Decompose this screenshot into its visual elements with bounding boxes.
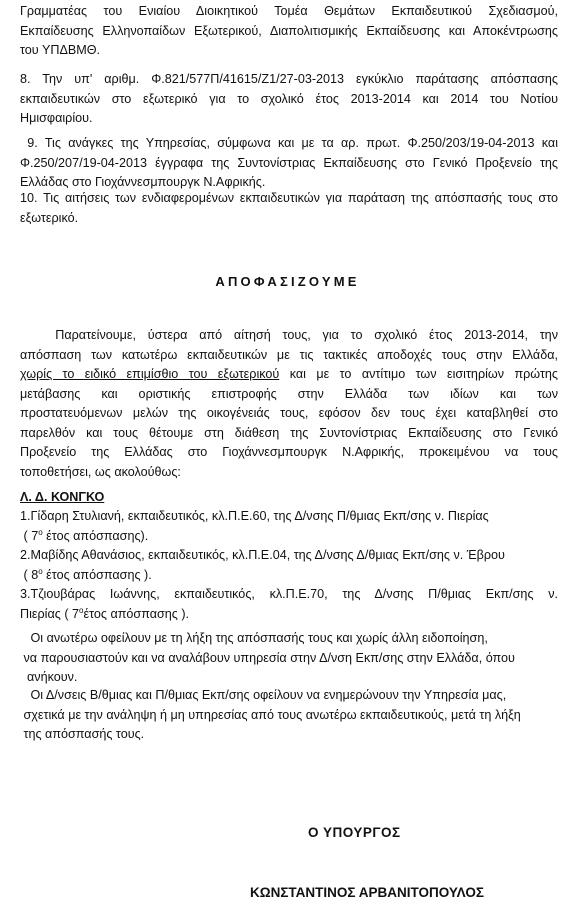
teacher-3-year-close: έτος απόσπασης ). (83, 606, 190, 621)
item-10-line-2: εξωτερικό. (20, 210, 79, 225)
item-10-line-1: 10. Τις αιτήσεις των ενδιαφερομένων εκπαιδευτικών για παράταση της απόσπασής τους στο (20, 191, 558, 205)
intro-paragraph (20, 2, 558, 61)
teacher-3-line: 3.Τζιουβάρας Ιωάννης, εκπαιδευτικός, κλ.Π.Ε.70, της Δ/νσης Π/θμιας Εκπ/σης ν. (20, 587, 558, 601)
list-item (20, 546, 558, 585)
teacher-2-year-open: ( 8 (20, 567, 39, 582)
obligation-2-line-2: σχετικά με την ανάληψη ή μη υπηρεσίας από τους ανωτέρω εκπαιδευτικούς, μετά τη λήξη (20, 707, 521, 722)
teacher-3-year-sup: ο (79, 605, 84, 615)
obligation-2-line-3: της απόσπασής τους. (20, 727, 145, 741)
obligation-1-line-1: Οι ανωτέρω οφείλουν με τη λήξη της απόσπασής τους και χωρίς άλλη ειδοποίηση, (20, 631, 488, 645)
item-9-paragraph (20, 134, 558, 193)
teacher-1-year (20, 527, 558, 547)
list-item (20, 585, 558, 624)
teacher-3-year (20, 605, 558, 625)
decision-line-6: παρελθόν και τους θέτουμε στη διάθεση της Συντονίστριας Εκπαίδευσης στο Γενικό (20, 425, 558, 440)
intro-line-1: Γραμματέας του Ενιαίου Διοικητικού Τομέα Θεμάτων Εκπαιδευτικού Σχεδιασμού, (20, 4, 558, 18)
teacher-2-year (20, 566, 558, 586)
decision-heading: ΑΠΟΦΑΣΙΖΟΥΜΕ (215, 274, 360, 289)
school-heading: Λ. Δ. ΚΟΝΓΚΟ (20, 490, 105, 504)
obligation-1-paragraph (20, 629, 558, 688)
decision-line-3-rest: και με το αντίτιμο των εισιτηρίων πρώτης (279, 367, 558, 381)
decision-line-8: τοποθετήσει, ως ακολούθως: (20, 464, 181, 479)
obligation-1-line-3: ανήκουν. (20, 670, 78, 684)
decision-line-5: προστατευόμενων μελών της οικογένειάς τους, εφόσον δεν τους έχει καταβληθεί στο (20, 406, 558, 420)
intro-line-3: του ΥΠΔΒΜΘ. (20, 43, 101, 57)
decision-line-1: Παρατείνουμε, ύστερα από αίτησή τους, για το σχολικό έτος 2013-2014, την (20, 328, 558, 342)
obligation-2-line-1: Οι Δ/νσεις Β/θμιας και Π/θμιας Εκπ/σης οφείλουν να ενημερώνουν την Υπηρεσία μας, (20, 688, 507, 702)
item-8-line-3: Ημισφαιρίου. (20, 111, 93, 125)
teacher-2-year-sup: ο (38, 566, 43, 576)
item-8-paragraph (20, 70, 558, 129)
list-item (20, 507, 558, 546)
teacher-3-year-open: Πιερίας ( 7 (20, 606, 80, 621)
item-9-line-3: Ελλάδας στο Γιοχάννεσμπουργκ Ν.Αφρικής. (20, 175, 266, 189)
teacher-1-line: 1.Γίδαρη Στυλιανή, εκπαιδευτικός, κλ.Π.Ε.60, της Δ/νσης Π/θμιας Εκπ/σης ν. Πιερίας (20, 509, 489, 523)
item-8-line-2: εκπαιδευτικών στο εξωτερικό για το σχολικό έτος 2013-2014 και 2014 του Νοτίου (20, 91, 558, 106)
teacher-1-year-close: έτος απόσπασης). (42, 528, 149, 543)
signature-name: ΚΩΝΣΤΑΝΤΙΝΟΣ ΑΡΒΑΝΙΤΟΠΟΥΛΟΣ (250, 885, 484, 900)
teacher-1-year-sup: ο (38, 527, 43, 537)
teacher-2-line: 2.Μαβίδης Αθανάσιος, εκπαιδευτικός, κλ.Π.Ε.04, της Δ/νσης Δ/θμιας Εκπ/σης ν. Έβρου (20, 548, 505, 562)
no-allowance-clause: χωρίς το ειδικό επιμίσθιο του εξωτερικού (20, 367, 280, 381)
intro-line-2: Εκπαίδευσης Ελληνοπαίδων Εξωτερικού, Διαπολιτισμικής Εκπαίδευσης και Αποκέντρωσης (20, 23, 558, 38)
decision-line-4: μετάβασης και οριστικής επιστροφής στην Ελλάδα των ιδίων και των (20, 386, 558, 401)
decision-paragraph (20, 326, 558, 482)
teacher-1-year-open: ( 7 (20, 528, 39, 543)
signature-title: Ο ΥΠΟΥΡΓΟΣ (308, 825, 401, 840)
teacher-2-year-close: έτος απόσπασης ). (42, 567, 152, 582)
item-9-line-2: Φ.250/207/19-04-2013 έγγραφα της Συντονίστριας Εκπαίδευσης στο Γενικό Προξενείο της (20, 155, 558, 170)
obligation-2-paragraph (20, 686, 558, 745)
item-9-line-1: 9. Τις ανάγκες της Υπηρεσίας, σύμφωνα και με τα αρ. πρωτ. Φ.250/203/19-04-2013 και (20, 136, 558, 150)
item-10-paragraph (20, 189, 558, 228)
item-8-line-1: 8. Την υπ' αριθμ. Φ.821/577Π/41615/Ζ1/27-03-2013 εγκύκλιο παράτασης απόσπασης (20, 72, 558, 86)
obligation-1-line-2: να παρουσιαστούν και να αναλάβουν υπηρεσία στην Δ/νση Εκπ/σης στην Ελλάδα, όπου (20, 650, 515, 665)
decision-line-3 (20, 365, 558, 385)
decision-line-2: απόσπαση των κατωτέρω εκπαιδευτικών με τις τακτικές αποδοχές τους στην Ελλάδα, (20, 347, 558, 362)
decision-line-7: Προξενείο της Ελλάδας στο Γιοχάννεσμπουργκ Ν.Αφρικής, προκειμένου να τους (20, 445, 558, 459)
teachers-list (20, 507, 558, 624)
